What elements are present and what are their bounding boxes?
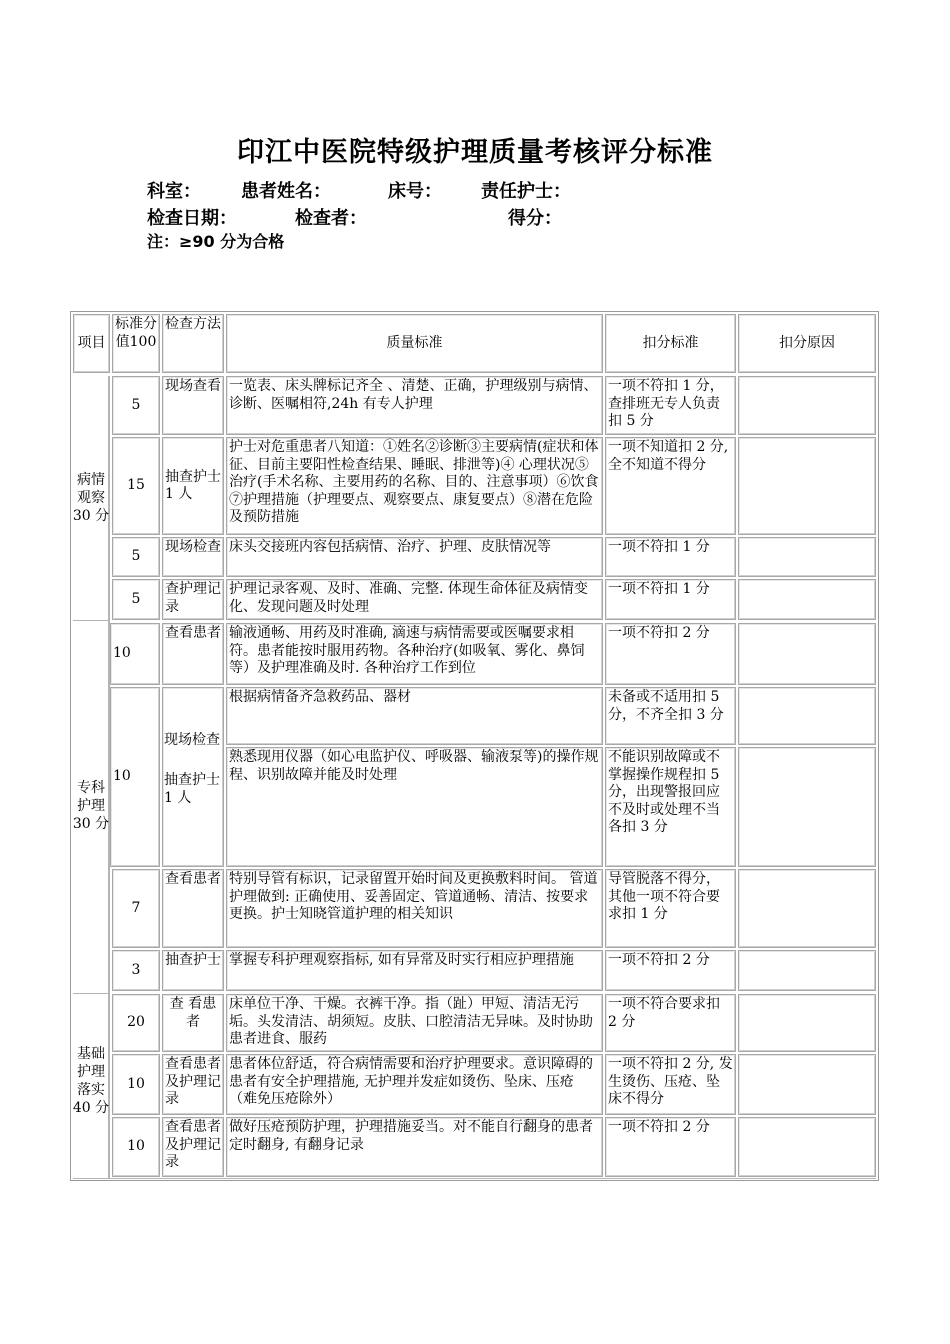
page-title: 印江中医院特级护理质量考核评分标准 — [237, 137, 713, 168]
table-row-score: 10 — [110, 687, 160, 867]
table-row-reason[interactable] — [738, 747, 876, 867]
score-label: 得分： — [508, 208, 562, 229]
table-row-method: 查看患者 — [162, 869, 224, 948]
header-method: 检查方法 — [162, 314, 224, 373]
header-deduct: 扣分标准 — [605, 314, 736, 373]
header-item: 项目 — [73, 314, 110, 373]
table-row-score: 5 — [112, 376, 160, 435]
checker-label: 检查者： — [295, 208, 367, 229]
table-row-score: 15 — [112, 437, 160, 535]
table-row-score: 5 — [112, 579, 160, 620]
patient-name-label: 患者姓名： — [241, 181, 331, 202]
table-row-method: 现场查看 — [162, 376, 224, 435]
method-label: 现场检查 — [164, 732, 220, 748]
table-row-standard: 床单位干净、干燥。衣裤干净。指（趾）甲短、清洁无污垢。头发清洁、胡须短。皮肤、口腔清洁无异味。及时协助患者进食、服药 — [226, 994, 603, 1052]
table-row-method — [162, 687, 224, 867]
table-bottom-line — [73, 1178, 876, 1179]
category-specialty-care: 专科护理30 分 — [72, 780, 110, 832]
table-row-method: 抽查护士 1 人 — [162, 437, 224, 535]
nurse-label: 责任护士： — [481, 181, 571, 202]
category-divider — [73, 620, 108, 621]
header-standard: 质量标准 — [226, 314, 603, 373]
table-row-standard: 根据病情备齐急救药品、器材 — [226, 687, 603, 745]
method-label: 抽查护士 1 人 — [164, 772, 220, 806]
table-row-standard: 做好压疮预防护理，护理措施妥当。对不能自行翻身的患者定时翻身, 有翻身记录 — [226, 1117, 603, 1177]
table-row-standard: 患者体位舒适，符合病情需要和治疗护理要求。意识障碍的患者有安全护理措施, 无护理并发症如烫伤、坠床、压疮（难免压疮除外） — [226, 1054, 603, 1115]
table-row-standard: 掌握专科护理观察指标, 如有异常及时实行相应护理措施 — [226, 950, 603, 991]
table-row-standard: 输液通畅、用药及时准确, 滴速与病情需要或医嘱要求相符。患者能按时服用药物。各种治疗(如吸氧、雾化、鼻饲等）及护理准确及时. 各种治疗工作到位 — [226, 623, 603, 685]
category-basic-care: 基础护理落实40 分 — [72, 1046, 110, 1116]
table-row-deduct: 一项不符扣 2 分 — [605, 1117, 736, 1177]
table-row-standard: 护士对危重患者八知道：①姓名②诊断③主要病情(症状和体征、目前主要阳性检查结果、睡眠、排泄等)④ 心理状况⑤治疗(手术名称、主要用药的名称、目的、注意事项）⑥饮食⑦护理措施（护理要点、观察要点、康复要点）⑧潜在危险及预防措施 — [226, 437, 603, 535]
table-row-method: 查看患者及护理记录 — [162, 1054, 224, 1115]
table-row-deduct: 一项不符扣 1 分，查排班无专人负责扣 5 分 — [605, 376, 736, 435]
note-text: 注：≥90 分为合格 — [147, 232, 285, 251]
header-score: 标准分值100 — [112, 314, 160, 373]
table-row-score: 5 — [112, 537, 160, 577]
table-row-reason[interactable] — [738, 579, 876, 620]
category-divider — [73, 993, 108, 994]
table-row-reason[interactable] — [738, 950, 876, 991]
table-row-score: 7 — [112, 869, 160, 948]
table-row-deduct: 一项不符合要求扣 2 分 — [605, 994, 736, 1052]
table-row-standard: 特别导管有标识，记录留置开始时间及更换敷料时间。 管道护理做到: 正确使用、妥善固定、管道通畅、清洁、按要求更换。护士知晓管道护理的相关知识 — [226, 869, 603, 948]
table-row-score: 3 — [112, 950, 160, 991]
check-date-label: 检查日期： — [147, 208, 237, 229]
table-row-score: 20 — [112, 994, 160, 1052]
table-row-reason[interactable] — [738, 623, 876, 685]
table-row-score: 10 — [112, 1054, 160, 1115]
table-row-deduct: 导管脱落不得分，其他一项不符合要求扣 1 分 — [605, 869, 736, 948]
table-row-deduct: 一项不符扣 2 分, 发生烫伤、压疮、坠床不得分 — [605, 1054, 736, 1115]
table-row-deduct: 一项不知道扣 2 分, 全不知道不得分 — [605, 437, 736, 535]
table-row-method: 查护理记 录 — [162, 579, 224, 620]
table-row-score: 10 — [112, 1117, 160, 1177]
table-row-score: 10 — [110, 623, 160, 685]
table-row-method: 现场检查 — [162, 537, 224, 577]
bed-label: 床号： — [388, 181, 442, 202]
table-row-deduct: 一项不符扣 2 分 — [605, 623, 736, 685]
table-row-method: 抽查护士 — [162, 950, 224, 991]
table-row-method: 查看患者 — [162, 623, 224, 685]
table-row-reason[interactable] — [738, 537, 876, 577]
table-row-deduct: 一项不符扣 1 分 — [605, 537, 736, 577]
table-row-reason[interactable] — [738, 687, 876, 745]
table-row-standard: 护理记录客观、及时、准确、完整. 体现生命体征及病情变化、发现问题及时处理 — [226, 579, 603, 620]
table-row-method: 查看患者及护理记录 — [162, 1117, 224, 1177]
table-row-method: 查 看患 者 — [162, 994, 224, 1052]
dept-label: 科室： — [147, 181, 201, 202]
table-row-standard: 一览表、床头牌标记齐全 、清楚、正确，护理级别与病情、诊断、医嘱相符,24h 有专人护理 — [226, 376, 603, 435]
header-reason: 扣分原因 — [738, 314, 876, 373]
table-row-reason[interactable] — [738, 869, 876, 948]
table-row-standard: 熟悉现用仪器（如心电监护仪、呼吸器、输液泵等)的操作规程、识别故障并能及时处理 — [226, 747, 603, 867]
category-condition-observation: 病情观察30 分 — [72, 472, 110, 524]
table-row-reason[interactable] — [738, 1054, 876, 1115]
table-row-reason[interactable] — [738, 994, 876, 1052]
table-row-reason[interactable] — [738, 437, 876, 535]
table-row-reason[interactable] — [738, 1117, 876, 1177]
table-row-deduct: 不能识别故障或不掌握操作规程扣 5 分，出现警报回应不及时或处理不当各扣 3 分 — [605, 747, 736, 867]
table-row-deduct: 一项不符扣 1 分 — [605, 579, 736, 620]
table-row-deduct: 一项不符扣 2 分 — [605, 950, 736, 991]
table-row-reason[interactable] — [738, 376, 876, 435]
table-row-standard: 床头交接班内容包括病情、治疗、护理、皮肤情况等 — [226, 537, 603, 577]
table-row-deduct: 未备或不适用扣 5 分，不齐全扣 3 分 — [605, 687, 736, 745]
